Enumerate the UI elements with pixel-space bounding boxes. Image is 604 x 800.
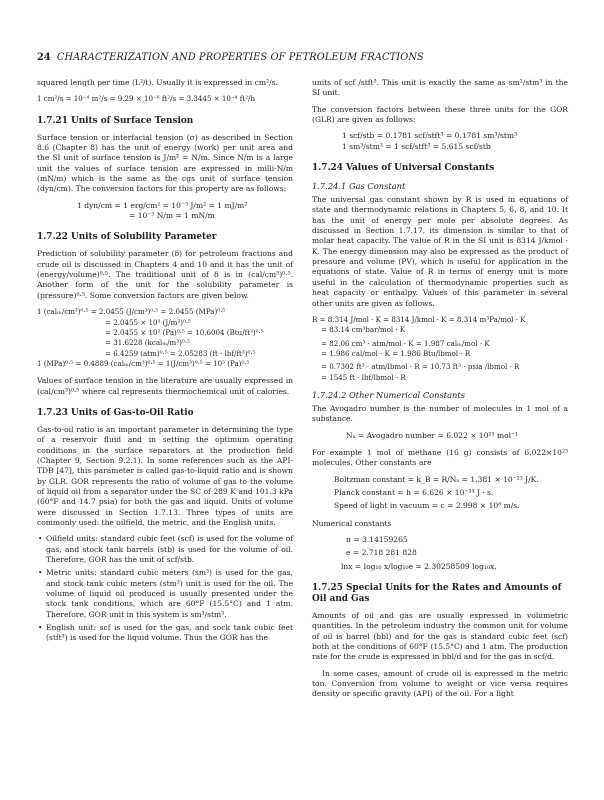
equation [312,315,568,383]
section-heading: 1.7.23 Units of Gas-to-Oil Ratio [37,407,194,418]
paragraph: Gas-to-oil ratio is an important parameter in determining the type of a reservoir fluid and in setting the optimum operating conditions in the surface separators at the production field (Chapter 9, Section 9.2.1). In some references such as the API-TDB [47], this parameter is called gas-to-liquid ratio and is shown by GLR. GOR represents the ratio of volume of gas to the volume of liquid oil from a separator under the SC of 289 K and 101.3 kPa (60°F and 14.7 psia) for both the gas and liquid. Units of volume were discussed in Section 1.7.13. Three types of units are commonly used: the oilfield, the metric, and the English units. [37,424,293,527]
subsection-heading: 1.7.24.1 Gas Constant [312,181,406,192]
equation [37,201,293,222]
section-heading: 1.7.21 Units of Surface Tension [37,115,194,126]
equation-line: 1 dyn/cm = 1 erg/cm² = 10⁻³ J/m² = 1 mJ/m² [77,200,248,210]
equation [312,475,568,512]
equation-line: Boltzman constant = k_B = R/Nₐ = 1.381 × 10⁻²³ J/K. [334,474,539,484]
paragraph: Numerical constants [312,518,392,528]
paragraph: Values of surface tension in the literature are usually expressed in (cal/cm³)⁰·⁵ where cal represents thermochemical unit of calories. [37,376,293,396]
equation-line: Speed of light in vacuum = c = 2.998 × 10⁸ m/s. [334,501,520,511]
equation-line: = 2.0455 × 10³ (J/m³)⁰·⁵ [105,317,191,327]
equation-line: lnx = log₁₀ x/log₁₀e = 2.30258509 log₁₀x. [341,561,497,571]
paragraph: In some cases, amount of crude oil is expressed in the metric ton. Conversion from volume to weight or vice versa requires density or specific gravity (API) of the oil. For a light [312,668,568,699]
paragraph: The universal gas constant shown by R is used in equations of state and thermodynamic relations in Chapters 5, 6, 8, and 10. It has the unit of energy per mole per absolute degrees. As discussed in Section 1.7.17, its dimension is similar to that of molar heat capacity. The value of R in the SI unit is 8314 J/kmol · K. The energy dimension may also be expressed as the product of pressure and volume (PV), which is useful for application in the equations of state. Value of R in terms of energy unit is more useful in the calculation of thermodynamic properties such as heat capacity or enthalpy. Values of this parameter in several other units are given as follows. [312,195,568,308]
list-item: • Metric units: standard cubic meters (sm³) is used for the gas, and stock tank cubic meters (stm³) unit is used for the oil. The volume of liquid oil produced is usually presented under the stock tank conditions, which are 60°F (15.5°C) and 1 atm. Therefore, GOR unit in this system is sm³/stm³. [46,568,293,620]
equation-line: 1 scf/stb = 0.1781 scf/stft³ = 0.1781 sm³/stm³ [342,131,518,141]
bullet-list [37,534,293,643]
page-number: 24 [37,52,51,63]
equation-line: 1 (MPa)⁰·⁵ = 0.4889 (calₜₕ/cm³)⁰·⁵ = 1(J/cm³)⁰·⁵ = 10³ (Pa)⁰·⁵ [37,358,250,368]
equation-line: = 6.4259 (atm)⁰·⁵ = 2.05283 (ft · lbf/ft³)⁰·⁵ [105,348,256,358]
section-heading: 1.7.22 Units of Solubility Parameter [37,232,217,243]
equation-line: π = 3.14159265 [346,535,408,544]
section-heading: 1.7.24 Values of Universal Constants [312,163,495,174]
equation-line: e = 2.718 281 828 [346,548,417,558]
equation-line: = 2.0455 × 10³ (Pa)⁰·⁵ = 10.6004 (Btu/ft³)⁰·⁵ [105,327,264,337]
equation-line: = 31.6228 (kcalₜₕ/m³)⁰·⁵ [105,338,190,348]
list-item: • English unit: scf is used for the gas, and sock tank cubic feet (stft³) is used for the liquid volume. Thus the GOR has the [46,623,293,644]
equation [312,431,568,441]
left-column [37,78,293,650]
equation-line: = 0.7302 ft³ · atm/lbmol · R = 10.73 ft³ · psia /lbmol · R [321,362,520,372]
paragraph: Amounts of oil and gas are usually expressed in volumetric quantities. In the petroleum industry the common unit for volume of oil is barrel (bbl) and for the gas is standard cubic feet (scf) both at the conditions of 60°F (15.5°C) and 1 atm. The production rate for the crude is expressed in bbl/d and for the gas in scf/d. [312,611,568,662]
paragraph: For example 1 mol of methane (16 g) consists of 6.022×10²³ molecules. Other constants are [312,447,568,468]
running-title: CHARACTERIZATION AND PROPERTIES OF PETROLEUM FRACTIONS [56,52,424,63]
equation-line: R = 8.314 J/mol · K = 8314 J/kmol · K = 8.314 m³Pa/mol · K [312,314,526,324]
equation-line: = 1545 ft · lbf/lbmol · R [321,372,406,382]
equation [312,131,568,152]
equation-line: 1 cm²/s = 10⁻⁴ m²/s = 9.29 × 10⁻⁶ ft²/s = 3.3445 × 10⁻⁴ ft²/h [37,94,256,104]
equation-line: Nₐ = Avogadro number = 6.022 × 10²³ mol⁻¹ [346,430,519,440]
equation-line: = 83.14 cm³bar/mol · K [321,325,406,335]
equation-line: = 1.986 cal/mol · K = 1.986 Btu/lbmol · R [321,348,471,358]
equation [312,535,568,572]
equation [37,94,293,104]
paragraph: Prediction of solubility parameter (δ) for petroleum fractions and crude oil is discussed in Chapters 4 and 10 and it has the unit of (energy/volume)⁰·⁵. The traditional unit of δ is in (cal/cm³)⁰·⁵. Another form of the unit for the solubility parameter is (pressure)⁰·⁵. Some conversion factors are given below. [37,249,293,300]
equation-line: 1 sm³/stm³ = 1 scf/stft³ = 5.615 scf/stb [342,141,491,151]
equation-line: = 82.06 cm³ · atm/mol · K = 1.987 calₜₕ/mol · K [321,338,490,348]
paragraph: units of scf /stft³. This unit is exactly the same as sm³/stm³ in the SI unit. [312,78,568,98]
section-heading: 1.7.25 Special Units for the Rates and Amounts of Oil and Gas [312,583,562,605]
equation-line: 1 (calₜₕ/cm³)⁰·⁵ = 2.0455 (J/cm³)⁰·⁵ = 2.0455 (MPa)⁰·⁵ [37,307,226,317]
equation-line: Planck constant = h = 6.626 × 10⁻³⁴ J · s. [334,487,494,497]
right-column [312,78,568,706]
subsection-heading: 1.7.24.2 Other Numerical Constants [312,389,465,400]
running-header [37,52,567,63]
paragraph: Surface tension or interfacial tension (σ) as described in Section 8.6 (Chapter 8) has the unit of energy (work) per unit area and the SI unit of surface tension is J/m² = N/m. Since N/m is a large unit the values of surface tension are expressed in milli-N/m (mN/m) which is the same as the cgs unit of surface tension (dyn/cm). The conversion factors for this property are as follows: [37,132,293,194]
equation [37,307,293,369]
list-item: • Oilfield units: standard cubic feet (scf) is used for the volume of gas, and stock tank barrels (stb) is used for the volume of oil. Therefore, GOR has the unit of scf/stb. [46,534,293,565]
equation-line: = 10⁻³ N/m = 1 mN/m [129,211,215,221]
paragraph: The Avogadro number is the number of molecules in 1 mol of a substance. [312,403,568,424]
paragraph: The conversion factors between these three units for the GOR (GLR) are given as follows: [312,104,568,125]
paragraph: squared length per time (L²/t). Usually it is expressed in cm²/s. [37,78,278,87]
